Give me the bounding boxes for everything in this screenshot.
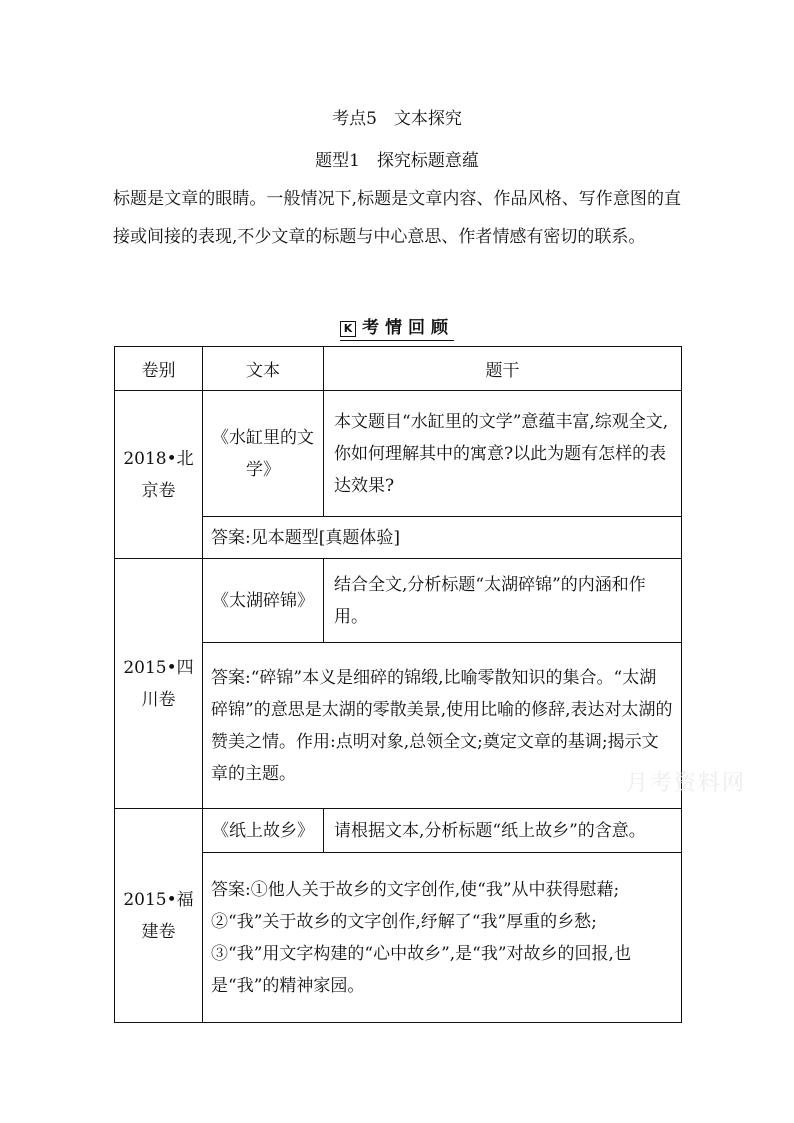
page-subtitle: 题型1 探究标题意蕴 xyxy=(315,151,479,171)
watermark: 月考资料网 xyxy=(626,771,747,796)
table-header-row xyxy=(115,347,682,391)
text-cell: 《纸上故乡》 xyxy=(203,809,324,853)
answer-line: ③“我”用文字构建的“心中故乡”,是“我”对故乡的回报,也是“我”的精神家园。 xyxy=(211,943,631,996)
section-heading-label: 考情回顾 xyxy=(362,318,454,338)
header-cell-question: 题干 xyxy=(324,347,682,391)
question-cell: 结合全文,分析标题“太湖碎锦”的内涵和作用。 xyxy=(324,559,682,643)
header-cell-text: 文本 xyxy=(203,347,324,391)
year-cell: 2015•四川卷 xyxy=(115,559,203,809)
table-row xyxy=(115,809,682,853)
answer-line: ②“我”关于故乡的文字创作,纾解了“我”厚重的乡愁; xyxy=(211,911,597,932)
text-cell: 《水缸里的文学》 xyxy=(203,391,324,517)
answer-cell xyxy=(203,853,682,1023)
question-cell: 本文题目“水缸里的文学”意蕴丰富,综观全文,你如何理解其中的寓意?以此为题有怎样的表达效果? xyxy=(324,391,682,517)
answer-cell: 答案:“碎锦”本义是细碎的锦缎,比喻零散知识的集合。“太湖碎锦”的意思是太湖的零散美景,使用比喻的修辞,表达对太湖的赞美之情。作用:点明对象,总领全文;奠定文章的基调;揭示文章的主题。 xyxy=(203,643,682,809)
table-row xyxy=(115,391,682,517)
page-title: 考点5 文本探究 xyxy=(332,109,462,129)
intro-paragraph: 标题是文章的眼睛。一般情况下,标题是文章内容、作品风格、写作意图的直接或间接的表现,不少文章的标题与中心意思、作者情感有密切的联系。 xyxy=(113,189,681,247)
table-row xyxy=(115,559,682,643)
answer-line: 答案:①他人关于故乡的文字创作,使“我”从中获得慰藉; xyxy=(211,879,620,900)
question-cell: 请根据文本,分析标题“纸上故乡”的含意。 xyxy=(324,809,682,853)
year-cell: 2015•福建卷 xyxy=(115,809,203,1023)
header-cell-volume: 卷别 xyxy=(115,347,203,391)
year-cell: 2018•北京卷 xyxy=(115,391,203,559)
section-heading xyxy=(0,313,794,341)
exam-review-table xyxy=(114,346,682,1023)
k-badge-icon: K xyxy=(340,321,356,337)
text-cell: 《太湖碎锦》 xyxy=(203,559,324,643)
answer-cell: 答案:见本题型[真题体验] xyxy=(203,517,682,559)
